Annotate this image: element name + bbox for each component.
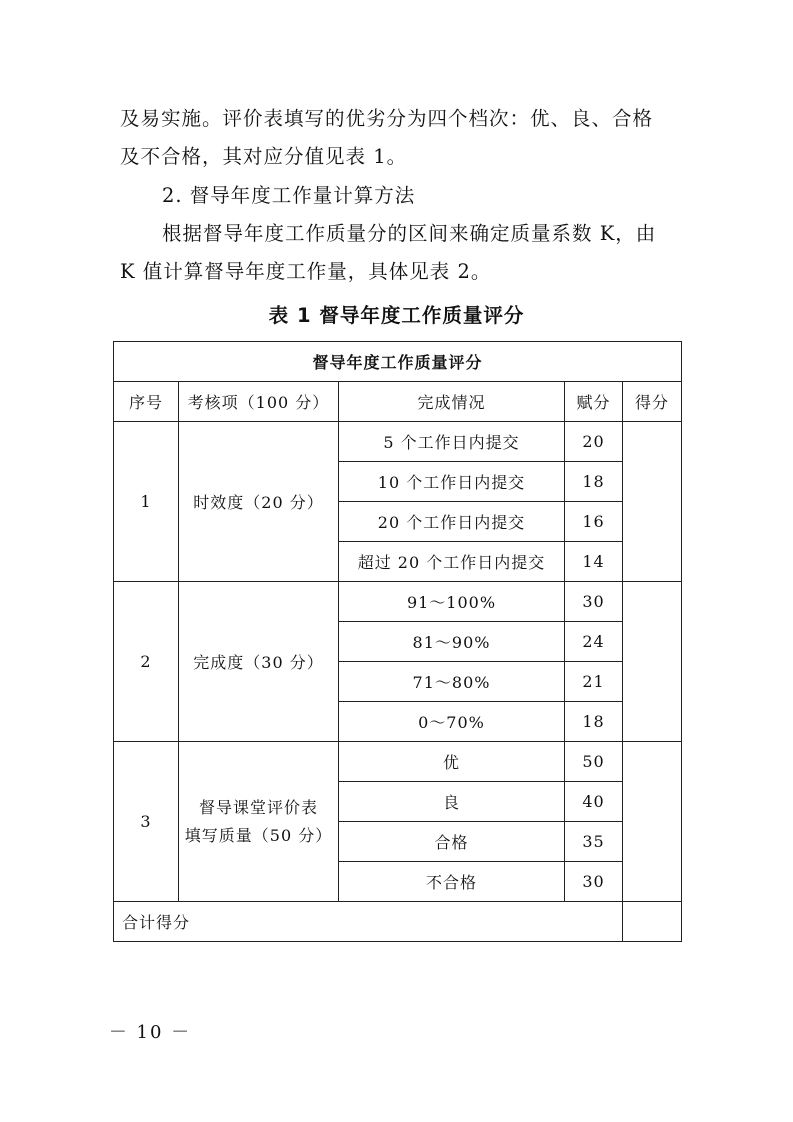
paragraph-line-2: 及不合格，其对应分值见表 1。: [120, 145, 408, 168]
score-cell: 16: [565, 502, 623, 542]
group-item: [179, 422, 339, 582]
table-row: [114, 742, 682, 782]
status-cell: 不合格: [339, 862, 565, 902]
header-item: 考核项（100 分）: [179, 382, 339, 422]
status-cell: 0～70%: [339, 702, 565, 742]
score-cell: 21: [565, 662, 623, 702]
score-cell: 35: [565, 822, 623, 862]
score-cell: 20: [565, 422, 623, 462]
table-title-row: [114, 342, 682, 382]
score-table: [113, 341, 682, 942]
score-cell: 30: [565, 582, 623, 622]
status-cell: 优: [339, 742, 565, 782]
score-cell: 24: [565, 622, 623, 662]
score-cell: 18: [565, 462, 623, 502]
score-cell: 40: [565, 782, 623, 822]
score-cell: 50: [565, 742, 623, 782]
table-row: [114, 422, 682, 462]
group-item-label: 完成度（30 分）: [193, 653, 324, 672]
section-heading: 2. 督导年度工作量计算方法: [162, 184, 416, 207]
body-paragraph-2: [120, 215, 680, 291]
earned-cell: [623, 742, 682, 902]
score-cell: 30: [565, 862, 623, 902]
group-item: [179, 582, 339, 742]
header-status: 完成情况: [339, 382, 565, 422]
group-item-label: 督导课堂评价表: [198, 797, 318, 817]
table-caption: 表 1 督导年度工作质量评分: [268, 304, 525, 327]
paragraph-line-4: 根据督导年度工作质量分的区间来确定质量系数 K，由: [162, 222, 657, 245]
status-cell: 超过 20 个工作日内提交: [339, 542, 565, 582]
table-title: 督导年度工作质量评分: [114, 342, 682, 382]
table-header-row: [114, 382, 682, 422]
status-cell: 合格: [339, 822, 565, 862]
group-item-label: 时效度（20 分）: [193, 493, 324, 512]
total-earned-cell: [623, 902, 682, 942]
header-no: 序号: [114, 382, 179, 422]
earned-cell: [623, 422, 682, 582]
group-item-label-line2: 填写质量（50 分）: [184, 825, 333, 845]
score-cell: 14: [565, 542, 623, 582]
paragraph-line-1: 及易实施。评价表填写的优劣分为四个档次：优、良、合格: [120, 107, 654, 130]
status-cell: 5 个工作日内提交: [339, 422, 565, 462]
page-number: － 10 －: [108, 1022, 192, 1043]
group-item: [179, 742, 339, 902]
status-cell: 71～80%: [339, 662, 565, 702]
body-paragraph-1: [120, 100, 680, 176]
table-total-row: [114, 902, 682, 942]
header-score: 赋分: [565, 382, 623, 422]
status-cell: 良: [339, 782, 565, 822]
table-row: [114, 582, 682, 622]
paragraph-line-5: K 值计算督导年度工作量，具体见表 2。: [120, 260, 492, 283]
status-cell: 10 个工作日内提交: [339, 462, 565, 502]
status-cell: 20 个工作日内提交: [339, 502, 565, 542]
total-label: 合计得分: [114, 902, 623, 942]
group-number: 3: [114, 742, 179, 902]
group-number: 1: [114, 422, 179, 582]
score-cell: 18: [565, 702, 623, 742]
earned-cell: [623, 582, 682, 742]
group-number: 2: [114, 582, 179, 742]
status-cell: 81～90%: [339, 622, 565, 662]
status-cell: 91～100%: [339, 582, 565, 622]
header-earned: 得分: [623, 382, 682, 422]
